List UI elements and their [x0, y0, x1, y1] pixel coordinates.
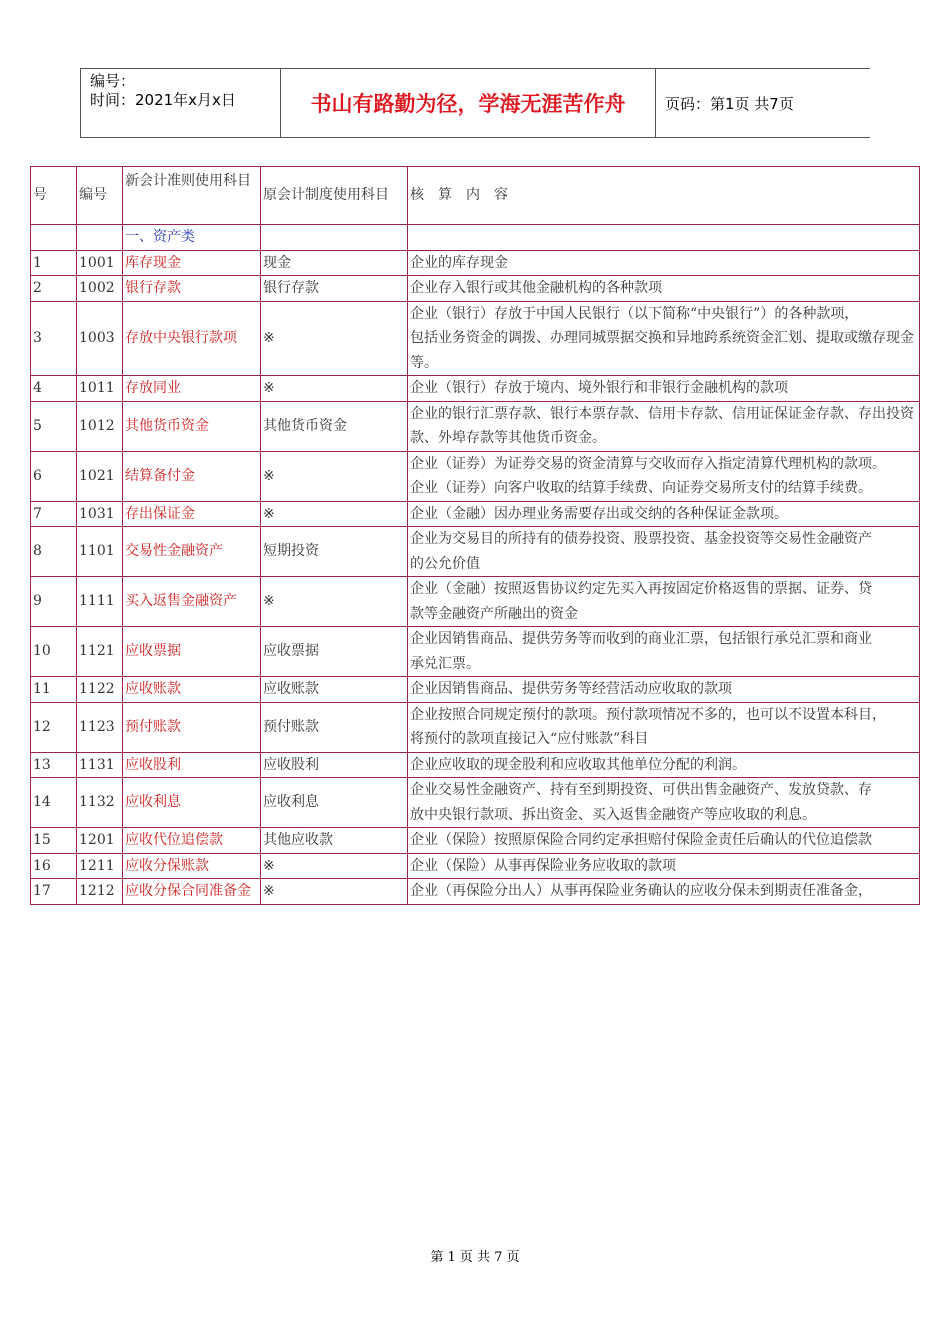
- account-content: [408, 276, 920, 302]
- new-account-name: 其他货币资金: [123, 401, 261, 451]
- content-line: 将预付的款项直接记入“应付账款”科目: [410, 731, 649, 747]
- old-account-name: ※: [261, 451, 408, 501]
- account-code: 1122: [77, 677, 123, 703]
- account-code: 1003: [77, 301, 123, 376]
- table-row: [31, 376, 920, 402]
- table-row: [31, 702, 920, 752]
- row-index: 3: [31, 301, 77, 376]
- content-line: 企业交易性金融资产、持有至到期投资、可供出售金融资产、发放贷款、存: [410, 782, 872, 798]
- account-code: 1211: [77, 853, 123, 879]
- row-index: 5: [31, 401, 77, 451]
- content-line: 的公允价值: [410, 555, 480, 572]
- row-index: 8: [31, 527, 77, 577]
- content-line: 企业（银行）存放于中国人民银行（以下简称“中央银行”）的各种款项，: [410, 305, 859, 322]
- row-index: 4: [31, 376, 77, 402]
- content-line: 承兑汇票。: [410, 655, 480, 672]
- new-account-name: 库存现金: [123, 250, 261, 276]
- old-account-name: ※: [261, 376, 408, 402]
- content-line: 企业存入银行或其他金融机构的各种款项: [410, 280, 662, 296]
- account-content: [408, 879, 920, 905]
- header-meta: [80, 69, 281, 137]
- category-row: [31, 225, 920, 251]
- new-account-name: 应收利息: [123, 778, 261, 828]
- content-line: 包括业务资金的调拨、办理同城票据交换和异地跨系统资金汇划、提取或缴存现金等。: [410, 330, 914, 371]
- account-content: [408, 527, 920, 577]
- account-code: 1132: [77, 778, 123, 828]
- row-index: 14: [31, 778, 77, 828]
- table-row: [31, 853, 920, 879]
- new-account-name: 预付账款: [123, 702, 261, 752]
- account-content: [408, 577, 920, 627]
- account-code: 1002: [77, 276, 123, 302]
- content-line: 企业应收取的现金股利和应收取其他单位分配的利润。: [410, 756, 746, 773]
- account-content: [408, 752, 920, 778]
- content-line: 企业（证券）为证券交易的资金清算与交收而存入指定清算代理机构的款项。: [410, 455, 886, 472]
- new-account-name: 结算备付金: [123, 451, 261, 501]
- old-account-name: 短期投资: [261, 527, 408, 577]
- motto: 书山有路勤为径，学海无涯苦作舟: [310, 92, 626, 116]
- table-row: [31, 627, 920, 677]
- col-header-code: 编号: [77, 167, 123, 225]
- new-account-name: 存出保证金: [123, 501, 261, 527]
- content-line: 企业的库存现金: [410, 254, 508, 271]
- old-account-name: 银行存款: [261, 276, 408, 302]
- table-header-row: [31, 167, 920, 225]
- content-line: 企业的银行汇票存款、银行本票存款、信用卡存款、信用证保证金存款、存出投资款、外埠存款等其他货币资金。: [410, 405, 914, 446]
- account-content: [408, 853, 920, 879]
- row-index: 12: [31, 702, 77, 752]
- account-code: 1123: [77, 702, 123, 752]
- row-index: 11: [31, 677, 77, 703]
- row-index: 1: [31, 250, 77, 276]
- account-code: 1031: [77, 501, 123, 527]
- table-row: [31, 577, 920, 627]
- account-content: [408, 250, 920, 276]
- account-content: [408, 401, 920, 451]
- old-account-name: ※: [261, 577, 408, 627]
- old-account-name: ※: [261, 879, 408, 905]
- new-account-name: 银行存款: [123, 276, 261, 302]
- account-content: [408, 828, 920, 854]
- category-label: 一、资产类: [123, 225, 261, 251]
- row-index: 6: [31, 451, 77, 501]
- content-line: 企业（金融）按照返售协议约定先买入再按固定价格返售的票据、证券、贷: [410, 581, 872, 597]
- account-content: [408, 451, 920, 501]
- content-line: 企业（保险）按照原保险合同约定承担赔付保险金责任后确认的代位追偿款: [410, 832, 872, 848]
- content-line: 企业为交易目的所持有的债券投资、股票投资、基金投资等交易性金融资产: [410, 531, 872, 547]
- row-index: 17: [31, 879, 77, 905]
- old-account-name: 应收利息: [261, 778, 408, 828]
- account-code: 1021: [77, 451, 123, 501]
- content-line: 放中央银行款项、拆出资金、买入返售金融资产等应收取的利息。: [410, 806, 816, 823]
- col-header-old-account: 原会计制度使用科目: [261, 167, 408, 225]
- page-header: [80, 68, 870, 138]
- col-header-new-account: 新会计准则使用科目: [123, 167, 261, 225]
- row-index: 16: [31, 853, 77, 879]
- account-content: [408, 627, 920, 677]
- old-account-name: 应收账款: [261, 677, 408, 703]
- table-row: [31, 677, 920, 703]
- account-code: 1101: [77, 527, 123, 577]
- date-line: 时间：2021年x月x日: [90, 91, 236, 109]
- table-row: [31, 250, 920, 276]
- content-line: 企业（保险）从事再保险业务应收取的款项: [410, 857, 676, 874]
- content-line: 企业按照合同规定预付的款项。预付款项情况不多的，也可以不设置本科目，: [410, 706, 886, 723]
- old-account-name: 其他应收款: [261, 828, 408, 854]
- account-code: 1111: [77, 577, 123, 627]
- account-content: [408, 501, 920, 527]
- accounts-table: [30, 166, 920, 905]
- page-footer: 第 1 页 共 7 页: [430, 1250, 520, 1265]
- new-account-name: 应收票据: [123, 627, 261, 677]
- row-index: 9: [31, 577, 77, 627]
- old-account-name: ※: [261, 301, 408, 376]
- content-line: 企业（证券）向客户收取的结算手续费、向证券交易所支付的结算手续费。: [410, 480, 872, 496]
- table-row: [31, 828, 920, 854]
- content-line: 款等金融资产所融出的资金: [410, 605, 578, 622]
- new-account-name: 应收代位追偿款: [123, 828, 261, 854]
- account-content: [408, 778, 920, 828]
- old-account-name: ※: [261, 501, 408, 527]
- account-content: [408, 301, 920, 376]
- account-code: 1212: [77, 879, 123, 905]
- table-row: [31, 276, 920, 302]
- account-code: 1201: [77, 828, 123, 854]
- new-account-name: 存放中央银行款项: [123, 301, 261, 376]
- account-content: [408, 702, 920, 752]
- table-row: [31, 401, 920, 451]
- col-header-content: 核 算 内 容: [408, 167, 920, 225]
- table-row: [31, 879, 920, 905]
- content-line: 企业（金融）因办理业务需要存出或交纳的各种保证金款项。: [410, 505, 788, 522]
- account-code: 1012: [77, 401, 123, 451]
- new-account-name: 应收分保合同准备金: [123, 879, 261, 905]
- table-row: [31, 301, 920, 376]
- table-row: [31, 778, 920, 828]
- old-account-name: 应收股利: [261, 752, 408, 778]
- table-row: [31, 501, 920, 527]
- account-content: [408, 376, 920, 402]
- col-header-index: 号: [31, 167, 77, 225]
- row-index: 10: [31, 627, 77, 677]
- new-account-name: 应收分保账款: [123, 853, 261, 879]
- old-account-name: 预付账款: [261, 702, 408, 752]
- table-row: [31, 527, 920, 577]
- account-code: 1131: [77, 752, 123, 778]
- row-index: 13: [31, 752, 77, 778]
- table-row: [31, 752, 920, 778]
- content-line: 企业（再保险分出人）从事再保险业务确认的应收分保未到期责任准备金，: [410, 883, 872, 899]
- old-account-name: 其他货币资金: [261, 401, 408, 451]
- old-account-name: 现金: [261, 250, 408, 276]
- row-index: 15: [31, 828, 77, 854]
- content-line: 企业因销售商品、提供劳务等而收到的商业汇票，包括银行承兑汇票和商业: [410, 631, 872, 647]
- new-account-name: 交易性金融资产: [123, 527, 261, 577]
- account-code: 1121: [77, 627, 123, 677]
- table-row: [31, 451, 920, 501]
- account-code: 1011: [77, 376, 123, 402]
- row-index: 7: [31, 501, 77, 527]
- account-content: [408, 677, 920, 703]
- new-account-name: 应收账款: [123, 677, 261, 703]
- content-line: 企业（银行）存放于境内、境外银行和非银行金融机构的款项: [410, 380, 788, 396]
- page-info: 页码：第1页 共7页: [655, 69, 870, 137]
- account-code: 1001: [77, 250, 123, 276]
- number-label: 编号：: [90, 72, 136, 90]
- old-account-name: ※: [261, 853, 408, 879]
- new-account-name: 应收股利: [123, 752, 261, 778]
- content-line: 企业因销售商品、提供劳务等经营活动应收取的款项: [410, 681, 732, 697]
- new-account-name: 买入返售金融资产: [123, 577, 261, 627]
- row-index: 2: [31, 276, 77, 302]
- new-account-name: 存放同业: [123, 376, 261, 402]
- old-account-name: 应收票据: [261, 627, 408, 677]
